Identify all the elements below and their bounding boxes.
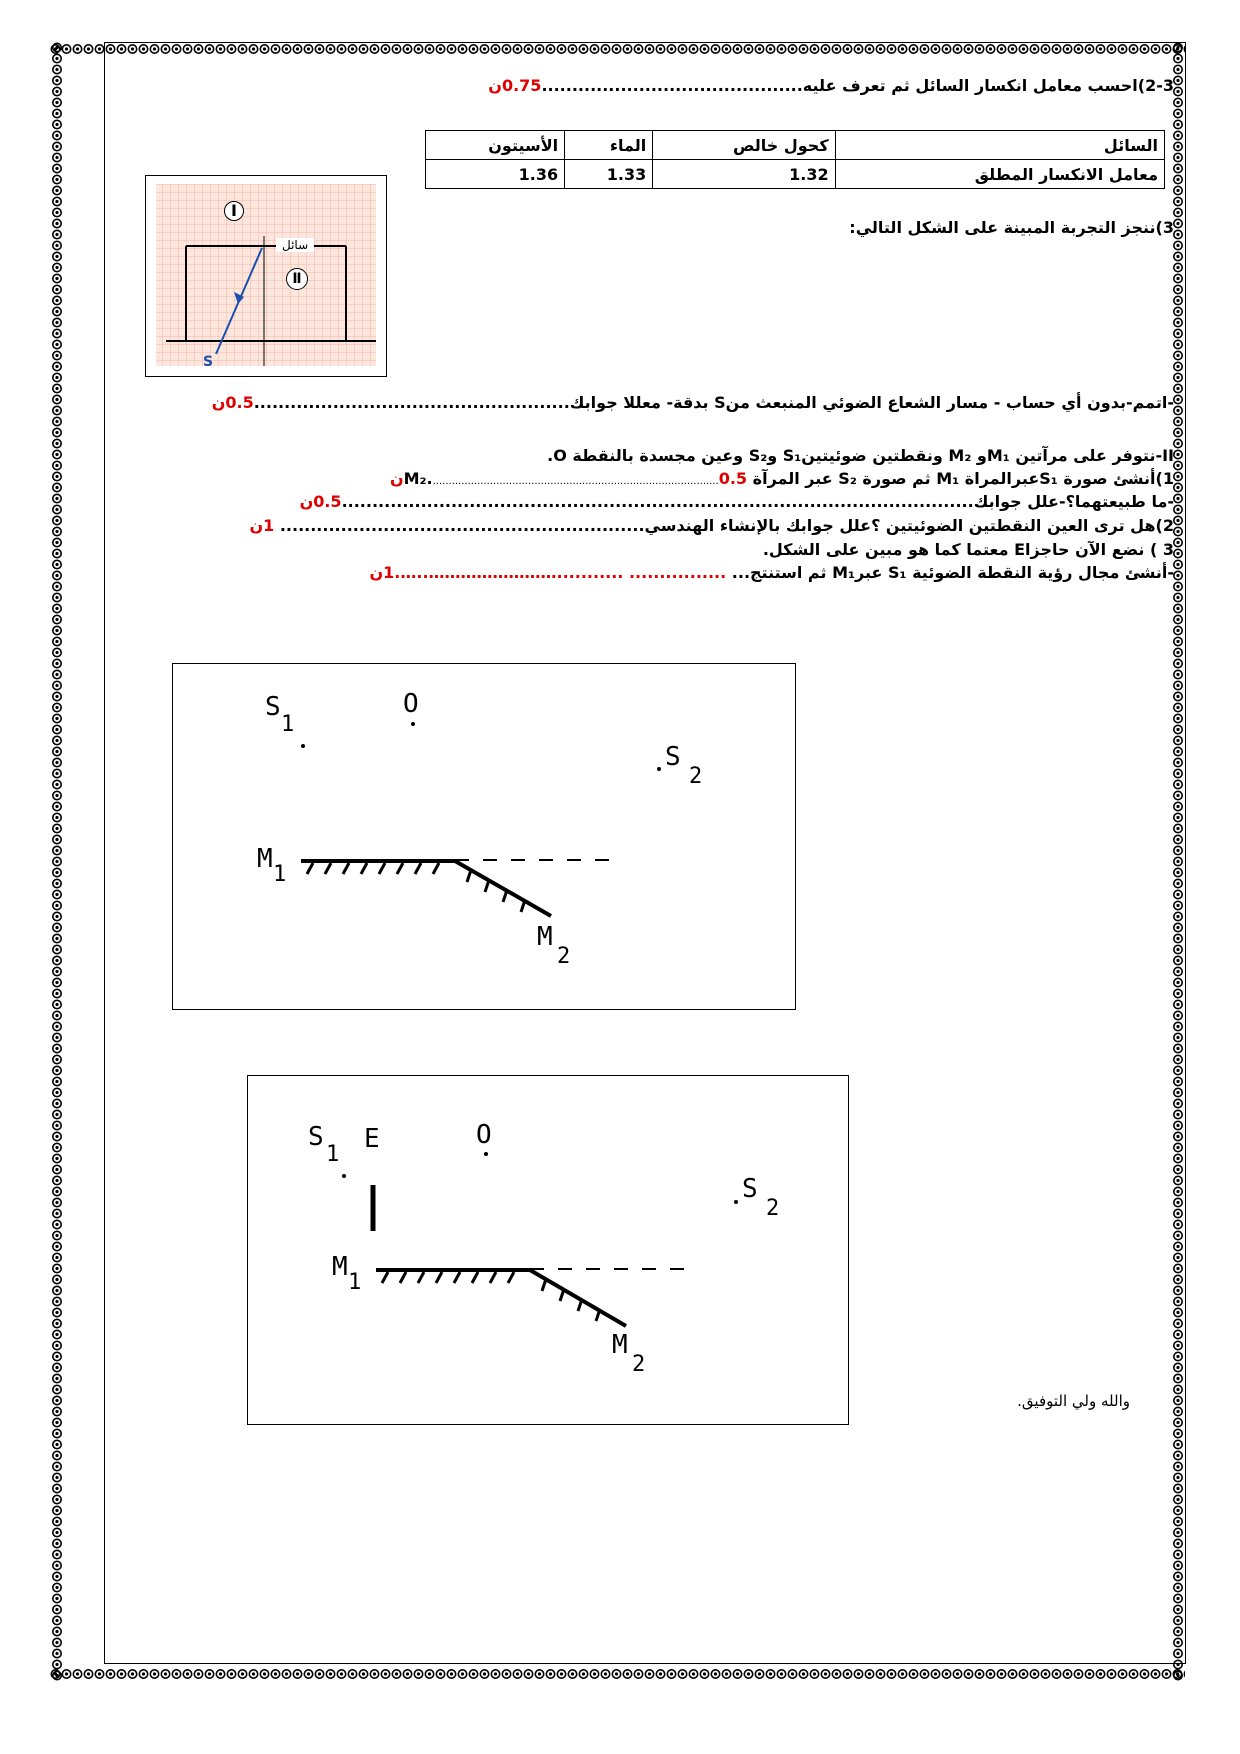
question-text: 1)أنشئ صورة S₁عبرالمراة M₁ ثم صورة S₂ عبر المرآة M₂. bbox=[403, 469, 1174, 488]
point-s2 bbox=[657, 767, 661, 771]
score: 0.5ن bbox=[211, 393, 254, 412]
question-text: 3)ننجز التجربة المبينة على الشكل التالي: bbox=[849, 218, 1174, 237]
question-p2 bbox=[249, 516, 1174, 535]
label-s2: S bbox=[665, 742, 681, 772]
answer-dots: ........................................................................................................ bbox=[341, 492, 974, 511]
table-cell: الماء bbox=[565, 131, 653, 160]
source-label: S bbox=[203, 354, 214, 370]
label-s1: S bbox=[308, 1122, 324, 1152]
label-o: O bbox=[476, 1120, 492, 1150]
table-cell: 1.32 bbox=[653, 160, 835, 189]
closing-note: والله ولي التوفيق. bbox=[1017, 1392, 1130, 1410]
table-cell: السائل bbox=[835, 131, 1164, 160]
answer-dots: ................................................... bbox=[253, 393, 564, 412]
question-p3b bbox=[369, 563, 1174, 582]
table-cell: كحول خالص bbox=[653, 131, 835, 160]
label-s2-sub: 2 bbox=[689, 764, 703, 789]
page-border-bottom bbox=[50, 1667, 1185, 1681]
question-text: -أنشئ مجال رؤية النقطة الضوئية S₁ عبرM₁ ثم استنتج... bbox=[731, 563, 1174, 582]
label-m2-sub: 2 bbox=[632, 1352, 646, 1377]
question-p1 bbox=[390, 469, 1174, 488]
page-border-left bbox=[50, 42, 64, 1681]
table-cell: الأسيتون bbox=[426, 131, 565, 160]
answer-dots: .......................................................................................... bbox=[432, 476, 719, 487]
point-o bbox=[484, 1152, 488, 1156]
experiment-drawing bbox=[146, 176, 386, 376]
label-m1-sub: 1 bbox=[273, 862, 287, 887]
score: 1ن bbox=[249, 516, 275, 535]
label-m2-sub: 2 bbox=[557, 944, 571, 969]
question-text: 2-3)احسب معامل انكسار السائل ثم تعرف عليه bbox=[802, 76, 1174, 95]
question-text: II-نتوفر على مرآتين M₁و M₂ ونقطتين ضوئيتينS₁ وS₂ وعين مجسدة بالنقطة O. bbox=[547, 446, 1174, 465]
experiment-figure bbox=[145, 175, 387, 377]
label-m1: M bbox=[257, 844, 273, 874]
question-text: -ما طبيعتهما؟-علل جوابك bbox=[973, 492, 1174, 511]
table-cell: معامل الانكسار المطلق bbox=[835, 160, 1164, 189]
question-p3 bbox=[763, 540, 1174, 559]
score: 0.75ن bbox=[488, 76, 542, 95]
label-m2: M bbox=[612, 1330, 628, 1360]
label-s2-sub: 2 bbox=[766, 1196, 780, 1221]
answer-dots: ...........……………………..…. bbox=[394, 563, 624, 582]
score: 1ن bbox=[369, 563, 395, 582]
mirror-drawing bbox=[248, 1076, 848, 1424]
question-3 bbox=[849, 218, 1174, 237]
label-s1-sub: 1 bbox=[281, 712, 295, 737]
mirror-figure-2 bbox=[247, 1075, 849, 1425]
table-row bbox=[426, 160, 1165, 189]
table-row bbox=[426, 131, 1165, 160]
liquid-label: سائل bbox=[276, 238, 314, 252]
label-m1: M bbox=[332, 1252, 348, 1282]
label-m1-sub: 1 bbox=[348, 1270, 362, 1295]
question-p1b bbox=[300, 492, 1174, 511]
answer-dots: ................ bbox=[628, 563, 727, 582]
label-s1: S bbox=[265, 692, 281, 722]
label-screen-e: E bbox=[364, 1124, 380, 1154]
answer-dots: ........................................... bbox=[541, 76, 803, 95]
question-text: -اتمم-بدون أي حساب - مسار الشعاع الضوئي المنبعث منS بدقة- معللا جوابك. bbox=[563, 393, 1174, 412]
part-2-intro bbox=[547, 446, 1174, 465]
label-m2: M bbox=[537, 922, 553, 952]
question-text: 3 ) نضع الآن حاجزاE معتما كما هو مبين على الشكل. bbox=[762, 540, 1174, 559]
table-cell: 1.36 bbox=[426, 160, 565, 189]
question-2-3 bbox=[488, 76, 1174, 95]
label-s1-sub: 1 bbox=[326, 1142, 340, 1167]
mirror-figure-1 bbox=[172, 663, 796, 1010]
table-cell: 1.33 bbox=[565, 160, 653, 189]
answer-dots: ............................................................ bbox=[279, 516, 645, 535]
point-s1 bbox=[342, 1174, 346, 1178]
point-s1 bbox=[301, 744, 305, 748]
medium-2-label: Ⅱ bbox=[286, 268, 308, 290]
question-3a bbox=[212, 393, 1174, 412]
point-o bbox=[411, 722, 415, 726]
score: 0.5ن bbox=[299, 492, 342, 511]
question-text: 2)هل ترى العين النقطتين الضوئيتين ؟علل جوابك بالإنشاء الهندسي bbox=[644, 516, 1174, 535]
refraction-index-table bbox=[425, 130, 1165, 189]
medium-1-label: Ⅰ bbox=[224, 201, 244, 221]
label-o: O bbox=[403, 689, 419, 719]
score: 0.5ن bbox=[389, 469, 748, 488]
point-s2 bbox=[734, 1200, 738, 1204]
label-s2: S bbox=[742, 1174, 758, 1204]
